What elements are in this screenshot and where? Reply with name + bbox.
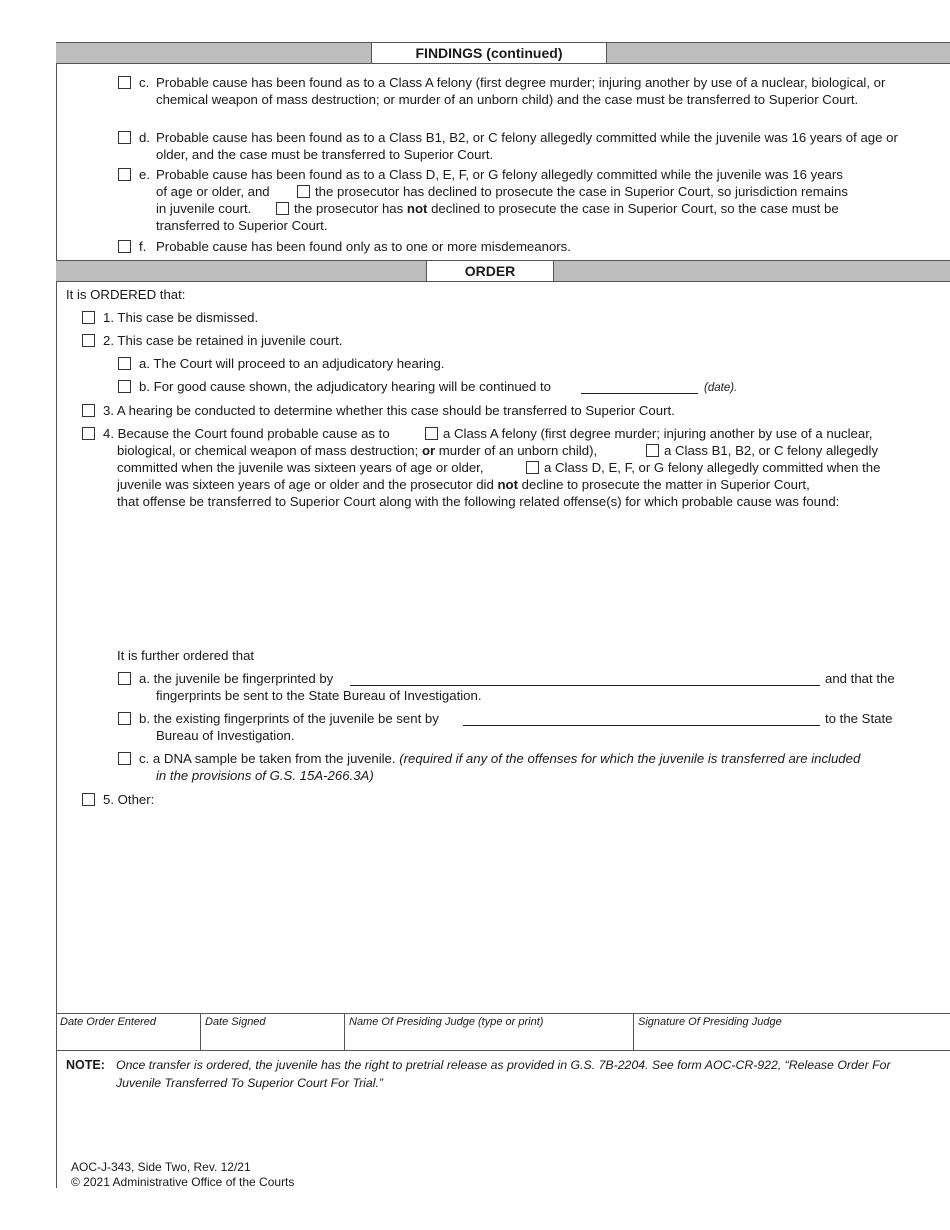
fingerprinted-by-line[interactable] <box>350 685 820 686</box>
finding-d-text: Probable cause has been found as to a Class B1, B2, or C felony allegedly committed while the juvenile was 16 years of age or older, and the case must be transferred to Superior Court. <box>156 130 898 162</box>
finding-e-line1: Probable cause has been found as to a Class D, E, F, or G felony allegedly committed while the juvenile was 16 years <box>156 167 843 182</box>
further-b-line1: b. the existing fingerprints of the juvenile be sent by <box>139 711 439 726</box>
order-item4-line3a: committed when the juvenile was sixteen years of age or older, <box>117 460 484 475</box>
note-line1: Once transfer is ordered, the juvenile has the right to pretrial release as provided in G.S. 7B-2204. See form AOC-CR-922, “Release Order For <box>116 1058 891 1072</box>
order-item3-checkbox[interactable] <box>82 404 95 417</box>
order-item4-line2: biological, or chemical weapon of mass destruction; or murder of an unborn child), <box>117 443 598 458</box>
judge-signature-field[interactable] <box>634 1014 950 1050</box>
further-a-line1-end: and that the <box>825 671 895 686</box>
date-signed-field[interactable] <box>201 1014 345 1050</box>
further-a-line2: fingerprints be sent to the State Bureau of Investigation. <box>156 688 482 703</box>
finding-e-not-declined-checkbox[interactable] <box>276 202 289 215</box>
finding-c-checkbox[interactable] <box>118 76 131 89</box>
finding-e-checkbox[interactable] <box>118 168 131 181</box>
order-item4-classB-checkbox[interactable] <box>646 444 659 457</box>
form-id: AOC-J-343, Side Two, Rev. 12/21 <box>71 1160 251 1174</box>
order-intro: It is ORDERED that: <box>66 287 186 302</box>
order-item5-checkbox[interactable] <box>82 793 95 806</box>
signature-row <box>56 1013 950 1051</box>
date-order-entered-label: Date Order Entered <box>60 1016 156 1028</box>
order-header-bar <box>56 260 950 282</box>
further-c-line1: c. a DNA sample be taken from the juvenile. (required if any of the offenses for which the juvenile is transferred are included <box>139 751 861 766</box>
finding-e-declined-text: the prosecutor has declined to prosecute the case in Superior Court, so jurisdiction remains <box>315 184 848 199</box>
order-item3-text: 3. A hearing be conducted to determine whether this case should be transferred to Superior Court. <box>103 403 675 418</box>
further-a-line1: a. the juvenile be fingerprinted by <box>139 671 334 686</box>
finding-f-letter: f. <box>139 239 147 254</box>
order-item4-line4: juvenile was sixteen years of age or older and the prosecutor did not decline to prosecute the matter in Superior Court, <box>117 477 810 492</box>
further-b-line2: Bureau of Investigation. <box>156 728 295 743</box>
order-item4-classB-text: a Class B1, B2, or C felony allegedly <box>664 443 879 458</box>
finding-e-declined-checkbox[interactable] <box>297 185 310 198</box>
note-line2: Juvenile Transferred To Superior Court For Trial.” <box>116 1076 383 1090</box>
judge-signature-label: Signature Of Presiding Judge <box>638 1016 782 1028</box>
order-item2b-text: b. For good cause shown, the adjudicatory hearing will be continued to <box>139 379 551 394</box>
finding-c-letter: c. <box>139 75 150 90</box>
finding-f-checkbox[interactable] <box>118 240 131 253</box>
date-order-entered-field[interactable] <box>56 1014 201 1050</box>
further-ordered-label: It is further ordered that <box>117 648 255 663</box>
finding-e-not-declined-text: the prosecutor has not declined to prosecute the case in Superior Court, so the case must be <box>294 201 839 216</box>
order-item1-checkbox[interactable] <box>82 311 95 324</box>
order-item4-line5: that offense be transferred to Superior Court along with the following related offense(s) for which probable cause was found: <box>117 494 840 509</box>
finding-c-text: Probable cause has been found as to a Class A felony (first degree murder; injuring another by use of a nuclear, biological, or chemical weapon of mass destruction; or murder of an unborn child) and the case must be transferred to Superior Court. <box>156 75 886 107</box>
finding-e-line3a: in juvenile court. <box>156 201 252 216</box>
finding-d-checkbox[interactable] <box>118 131 131 144</box>
order-item4-classA-text: a Class A felony (first degree murder; injuring another by use of a nuclear, <box>443 426 873 441</box>
further-c-checkbox[interactable] <box>118 752 131 765</box>
finding-e-line2a: of age or older, and <box>156 184 270 199</box>
order-item1-text: 1. This case be dismissed. <box>103 310 259 325</box>
order-item4-classD-checkbox[interactable] <box>526 461 539 474</box>
order-item2a-checkbox[interactable] <box>118 357 131 370</box>
order-item5-text: 5. Other: <box>103 792 155 807</box>
judge-name-field[interactable] <box>345 1014 634 1050</box>
findings-header-bar <box>56 42 950 64</box>
further-a-checkbox[interactable] <box>118 672 131 685</box>
order-item4-checkbox[interactable] <box>82 427 95 440</box>
continued-date-line[interactable] <box>581 393 698 394</box>
order-item2b-checkbox[interactable] <box>118 380 131 393</box>
further-b-line1-end: to the State <box>825 711 893 726</box>
order-item2-checkbox[interactable] <box>82 334 95 347</box>
findings-title: FINDINGS (continued) <box>371 42 607 64</box>
order-item4-classD-text: a Class D, E, F, or G felony allegedly committed when the <box>544 460 881 475</box>
continued-date-label: (date). <box>704 382 738 394</box>
order-item4-classA-checkbox[interactable] <box>425 427 438 440</box>
fingerprints-sent-by-line[interactable] <box>463 725 820 726</box>
order-title: ORDER <box>426 260 554 282</box>
finding-e-line4: transferred to Superior Court. <box>156 218 328 233</box>
finding-d-letter: d. <box>139 130 150 145</box>
note-label: NOTE: <box>66 1058 105 1072</box>
further-b-checkbox[interactable] <box>118 712 131 725</box>
finding-e-letter: e. <box>139 167 150 182</box>
order-item2a-text: a. The Court will proceed to an adjudicatory hearing. <box>139 356 445 371</box>
further-c-line2: in the provisions of G.S. 15A-266.3A) <box>156 768 374 783</box>
order-item2-text: 2. This case be retained in juvenile court. <box>103 333 343 348</box>
date-signed-label: Date Signed <box>205 1016 266 1028</box>
judge-name-label: Name Of Presiding Judge (type or print) <box>349 1016 544 1028</box>
copyright: © 2021 Administrative Office of the Courts <box>71 1175 295 1189</box>
finding-f-text: Probable cause has been found only as to one or more misdemeanors. <box>156 239 571 254</box>
order-item4-line1a: 4. Because the Court found probable cause as to <box>103 426 390 441</box>
